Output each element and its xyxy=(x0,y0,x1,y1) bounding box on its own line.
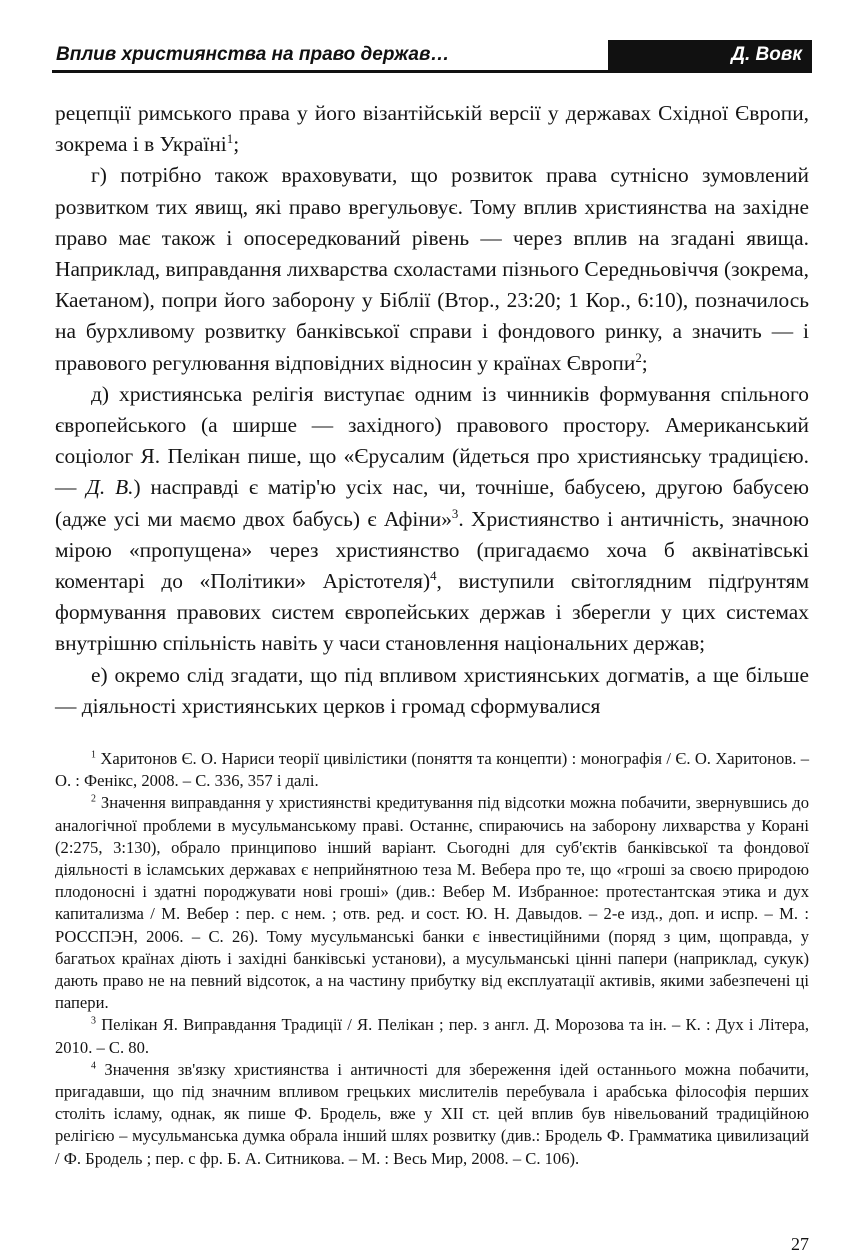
footnote-text: Харитонов Є. О. Нариси теорії цивілістики (поняття та концепти) : монографія / Є. О. Харитонов. – О. : Фенікс, 2008. – С. 336, 357 і далі. xyxy=(55,749,810,791)
header-author: Д. Вовк xyxy=(608,40,812,70)
paragraph-3-part-c: . Християнство і античність, значною мірою «пропущена» через християнство (пригадаємо хоча б аквінатівські коментарі до «Політики» Арістотеля) xyxy=(55,506,809,594)
main-text xyxy=(55,98,809,722)
footnote-4 xyxy=(55,1059,809,1170)
footnote-number: 4 xyxy=(91,1060,96,1072)
paragraph-4-text: е) окремо слід згадати, що під впливом християнських догматів, а ще більше — діяльності християнських церков і громад сформувалися xyxy=(55,662,809,718)
paragraph-3-part-a: д) християнська релігія виступає одним із чинників формування спільного європейського (а ширше — західного) правового простору. Американський соціолог Я. Пелікан пише, що «Єрусалим (йдеться про християнську традицією. — xyxy=(55,381,809,500)
footnote-1 xyxy=(55,748,809,792)
paragraph-3 xyxy=(55,379,809,660)
paragraph-3-part-b: ) насправді є матір'ю усіх нас, чи, точніше, бабусею, другою бабусею (адже усі ми маємо двох бабусь) є Афіни» xyxy=(55,475,809,531)
paragraph-2-tail: ; xyxy=(641,350,648,375)
footnote-number: 1 xyxy=(91,749,96,761)
footnote-ref-2: 2 xyxy=(635,350,642,365)
paragraph-1-tail: ; xyxy=(233,132,240,157)
footnote-ref-3: 3 xyxy=(451,506,459,521)
running-header xyxy=(52,40,812,73)
footnotes xyxy=(55,748,809,1170)
footnote-text: Пелікан Я. Виправдання Традиції / Я. Пелікан ; пер. з англ. Д. Морозова та ін. – К. : Дух і Літера, 2010. – С. 80. xyxy=(55,1015,809,1057)
paragraph-1-text: рецепції римського права у його візантійській версії у державах Східної Європи, зокрема і в Україні xyxy=(55,101,809,157)
footnote-ref-1: 1 xyxy=(226,132,234,147)
page-number: 27 xyxy=(791,1234,809,1254)
footnote-number: 2 xyxy=(91,793,96,805)
paragraph-2-text: г) потрібно також враховувати, що розвиток права сутнісно зумовлений розвитком тих явищ, які право врегульовує. Тому вплив християнства на західне право має також і опосередкований рівень — через вплив на згадані явища. Наприклад, виправдання лихварства схоластами пізнього Середньовіччя (зокрема, Каетаном), попри його заборону у Біблії (Втор., 23:20; 1 Кор., 6:10), позначилось на бурхливому розвитку банківської справи і фондового ринку, а значить — і правового регулювання відповідних відносин у країнах Європи xyxy=(55,163,809,375)
footnote-2 xyxy=(55,792,809,1014)
footnote-text: Значення виправдання у християнстві кредитування під відсотки можна побачити, звернувшись до аналогічної проблеми в мусульманському праві. Останнє, спираючись на заборону лихварства у Корані (2:275, 3:130), обрало принципово інший варіант. Сьогодні для суб'єктів банківської та фондової діяльності в ісламських державах є неприйнятною теза М. Вебера про те, що «гроші за своєю природою плодоносні і здатні породжувати нові гроші» (див.: Вебер М. Избранное: протестантская этика и дух капитализма / М. Вебер : пер. с нем. ; отв. ред. и сост. Ю. Н. Давыдов. – 2-е изд., доп. и испр. – М. : РОССПЭН, 2006. – С. 26). Тому мусульманські банки є інвестиційними (поряд з цим, щоправда, у багатьох країнах діють і західні банківські установи), а мусульманські цінні папери (наприклад, сукук) дають право не на певний відсоток, а на частину прибутку від експлуатації активів, якими забезпечені ці папери. xyxy=(55,793,809,1013)
header-title: Вплив християнства на право держав… xyxy=(56,44,450,65)
footnote-text: Значення зв'язку християнства і античності для збереження ідей останнього можна побачити, пригадавши, що під значним впливом грецьких мислителів перебувала і арабська філософія перших століть ісламу, однак, як пише Ф. Бродель, вже у XII ст. цей вплив був нівельований традиційною релігією – мусульманська думка обрала інший шлях розвитку (див.: Бродель Ф. Грамматика цивилизаций / Ф. Бродель ; пер. с фр. Б. А. Ситникова. – М. : Весь Мир, 2008. – С. 106). xyxy=(55,1059,810,1168)
paragraph-3-part-d: , виступили світоглядним підґрунтям формування правових систем європейських держав і зберегли у цих системах внутрішню спільність навіть у часи становлення національних держав; xyxy=(55,569,809,656)
paragraph-3-emphasis: Д. В. xyxy=(86,475,134,500)
footnote-ref-4: 4 xyxy=(430,568,437,583)
footnote-3 xyxy=(55,1014,809,1058)
paragraph-4 xyxy=(55,660,809,722)
paragraph-2 xyxy=(55,160,809,378)
footnote-number: 3 xyxy=(91,1015,96,1027)
paragraph-1 xyxy=(55,98,809,160)
